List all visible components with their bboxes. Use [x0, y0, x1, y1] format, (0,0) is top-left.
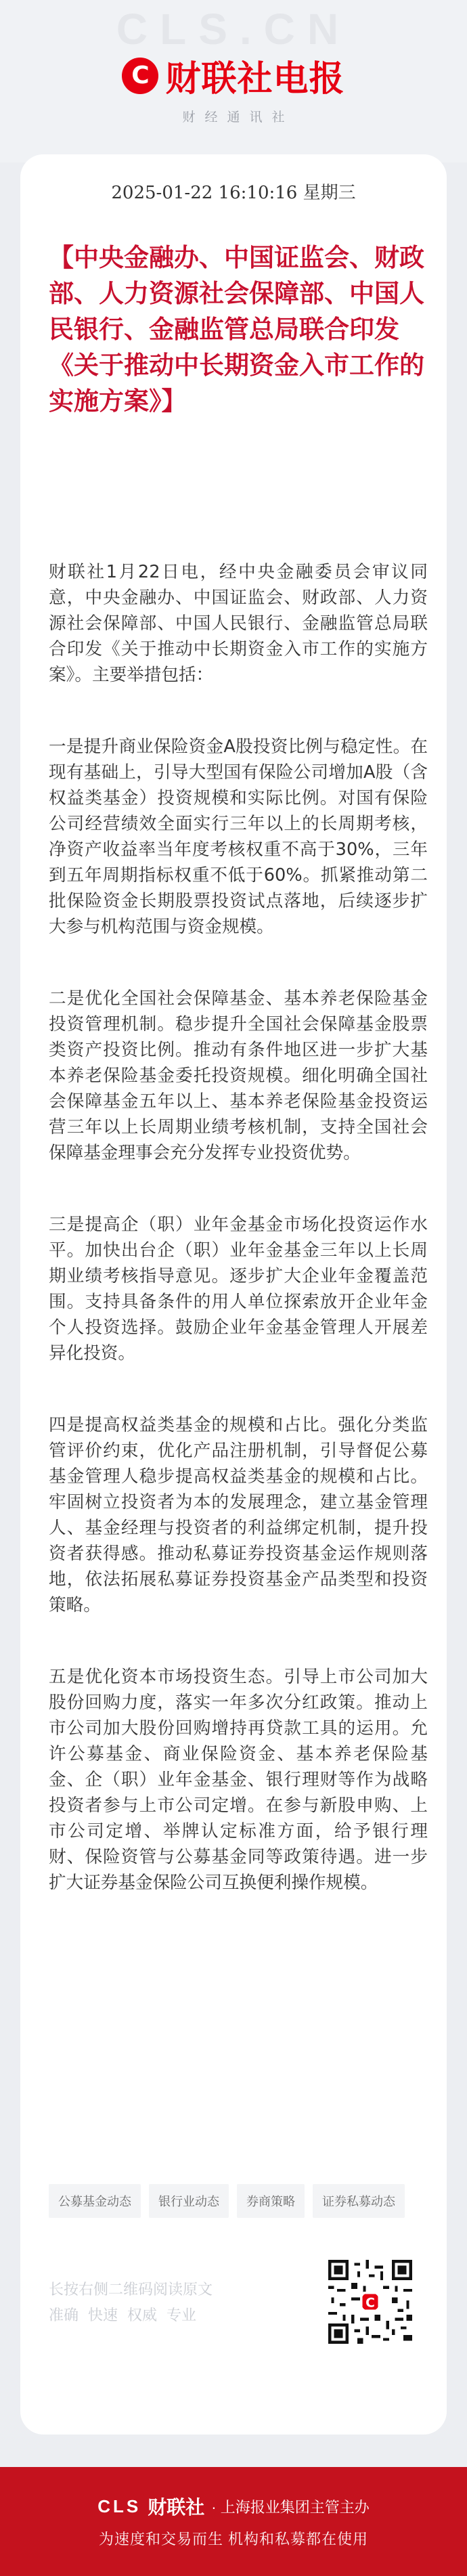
article-body	[49, 559, 428, 1942]
article-paragraph: 三是提高企（职）业年金基金市场化投资运作水平。加快出台企（职）业年金基金三年以上长周期业绩考核指导意见。逐步扩大企业年金覆盖范围。支持具备条件的用人单位探索放开企业年金个人投资选择。鼓励企业年金基金管理人开展差异化投资。	[49, 1215, 428, 1363]
brand-name-part1: 财联社	[165, 59, 273, 100]
tag-banking[interactable]: 银行业动态	[149, 2184, 229, 2218]
article-title: 【中央金融办、中国证监会、财政部、人力资源社会保障部、中国人民银行、金融监管总局联合印发《关于推动中长期资金入市工作的实施方案》】	[49, 242, 424, 416]
watermark: CLS.CN	[116, 5, 351, 53]
article-paragraph: 二是优化全国社会保障基金、基本养老保险基金投资管理机制。稳步提升全国社会保障基金股票类资产投资比例。推动有条件地区进一步扩大基本养老保险基金委托投资规模。细化明确全国社会保障基金五年以上、基本养老保险基金投资运营三年以上长周期业绩考核机制，支持全国社会保障基金理事会充分发挥专业投资优势。	[49, 988, 428, 1163]
tag-public-fund[interactable]: 公募基金动态	[49, 2184, 141, 2218]
tag-list	[49, 2184, 405, 2218]
slogan-word: 专业	[166, 2307, 197, 2323]
article-card	[20, 154, 447, 2435]
footer-sponsor: · 上海报业集团主管主办	[211, 2498, 370, 2516]
header	[0, 0, 467, 162]
logo-icon: C	[122, 58, 158, 94]
slogan-word: 准确	[49, 2307, 79, 2323]
tagline: 财经通讯社	[182, 110, 294, 125]
brand-logo	[0, 50, 467, 101]
slogan-word: 快速	[88, 2307, 118, 2323]
cls-logo: CLS	[97, 2495, 141, 2516]
qr-slogan	[49, 2302, 213, 2328]
footer	[0, 2467, 467, 2576]
tag-private-fund[interactable]: 证券私募动态	[313, 2184, 405, 2218]
qr-code-icon[interactable]	[328, 2260, 412, 2344]
qr-caption	[49, 2277, 213, 2328]
article-paragraph: 四是提高权益类基金的规模和占比。强化分类监管评价约束，优化产品注册机制，引导督促公募基金管理人稳步提高权益类基金的规模和占比。牢固树立投资者为本的发展理念，建立基金管理人、基金经理与投资者的利益绑定机制，提升投资者获得感。推动私募证券投资基金运作规则落地，依法拓展私募证券投资基金产品类型和投资策略。	[49, 1415, 428, 1615]
article-paragraph: 财联社1月22日电，经中央金融委员会审议同意，中央金融办、中国证监会、财政部、人力资源社会保障部、中国人民银行、金融监管总局联合印发《关于推动中长期资金入市工作的实施方案》。主要举措包括：	[49, 562, 428, 685]
article-paragraph: 五是优化资本市场投资生态。引导上市公司加大股份回购力度，落实一年多次分红政策。推动上市公司加大股份回购增持再贷款工具的运用。允许公募基金、商业保险资金、基本养老保险基金、企（职）业年金基金、银行理财等作为战略投资者参与上市公司定增。在参与新股申购、上市公司定增、举牌认定标准方面，给予银行理财、保险资管与公募基金同等政策待遇。进一步扩大证券基金保险公司互换便利操作规模。	[49, 1667, 428, 1893]
footer-brand: 财联社	[148, 2497, 205, 2518]
article-paragraph: 一是提升商业保险资金A股投资比例与稳定性。在现有基础上，引导大型国有保险公司增加A股（含权益类基金）投资规模和实际比例。对国有保险公司经营绩效全面实行三年以上的长周期考核，净资产收益率当年度考核权重不高于30%，三年到五年周期指标权重不低于60%。抓紧推动第二批保险资金长期股票投资试点落地，后续逐步扩大参与机构范围与资金规模。	[49, 737, 428, 937]
qr-center-letter: C	[365, 2296, 375, 2311]
footer-brand-line	[0, 2493, 467, 2520]
brand-name	[165, 50, 344, 101]
tag-broker-strategy[interactable]: 券商策略	[237, 2184, 305, 2218]
article-datetime: 2025-01-22 16:10:16 星期三	[111, 183, 356, 203]
slogan-word: 权威	[127, 2307, 158, 2323]
footer-motto: 为速度和交易而生 机构和私募都在使用	[98, 2531, 369, 2548]
brand-name-part2: 电报	[273, 59, 345, 100]
qr-instruction: 长按右侧二维码阅读原文	[49, 2281, 213, 2298]
